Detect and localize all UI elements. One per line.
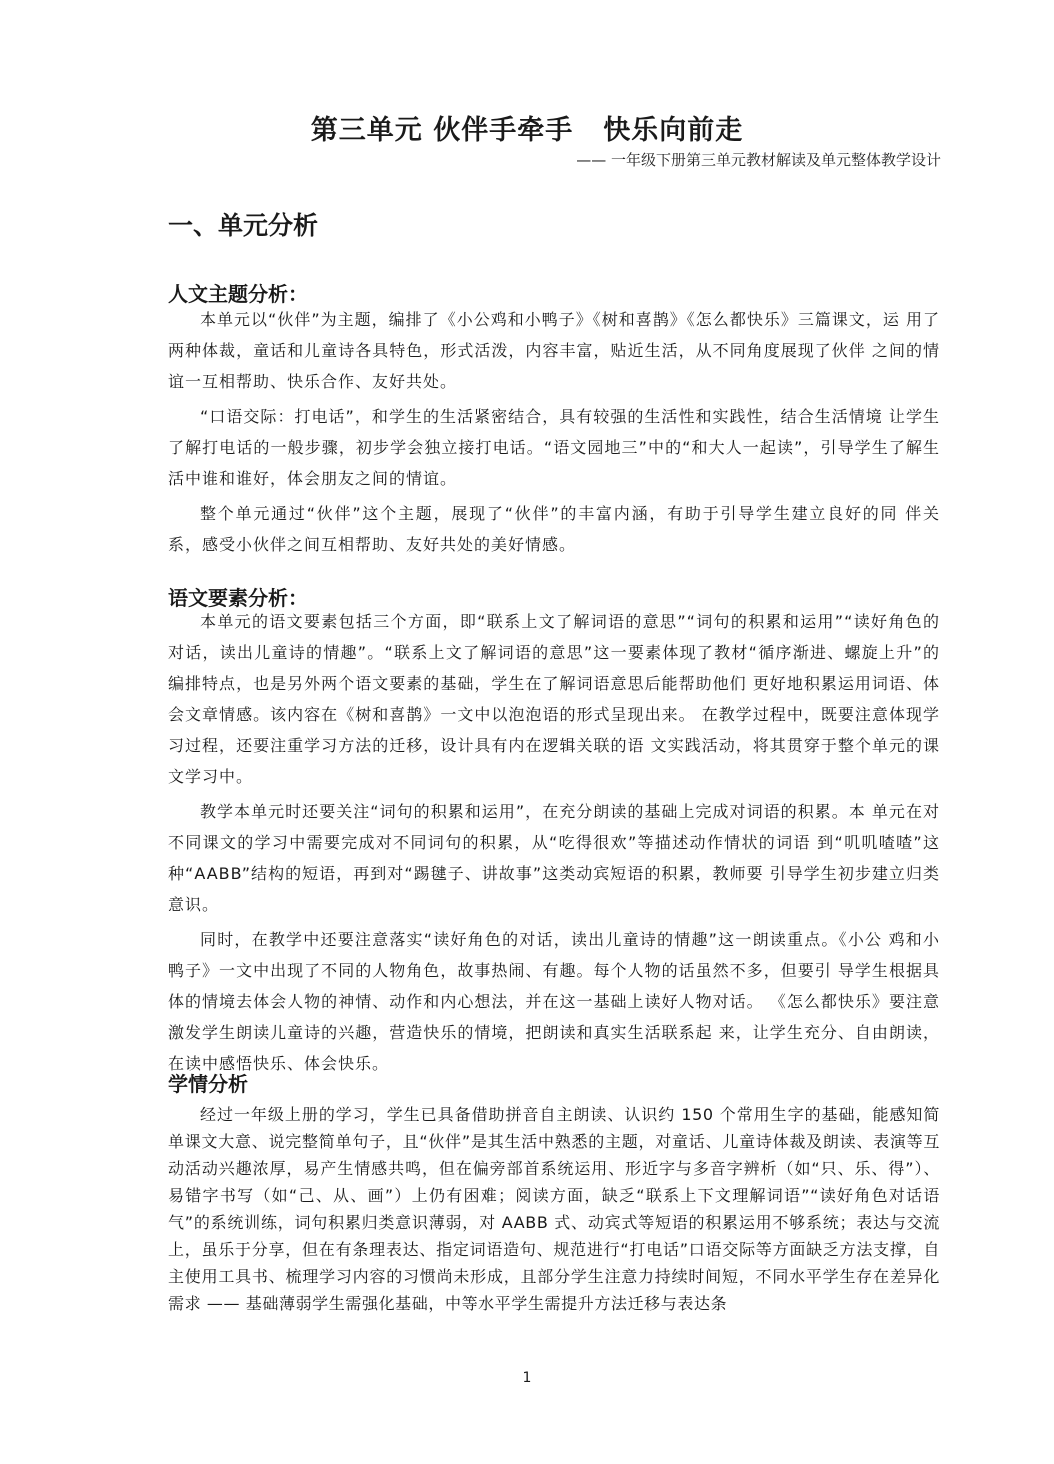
unit-title xyxy=(0,108,1054,147)
paragraph: “口语交际：打电话”，和学生的生活紧密结合，具有较强的生活性和实践性，结合生活情境 让学生了解打电话的一般步骤，初步学会独立接打电话。“语文园地三”中的“和大人一起读”，引导学生了解生活中谁和谁好，体会朋友之间的情谊。 xyxy=(168,407,940,488)
paragraph: 经过一年级上册的学习，学生已具备借助拼音自主朗读、认识约 150 个常用生字的基础，能感知简单课文大意、说完整简单句子，且“伙伴”是其生活中熟悉的主题，对童话、儿童诗体裁及朗读、表演等互动活动兴趣浓厚，易产生情感共鸣，但在偏旁部首系统运用、形近字与多音字辨析（如“只、乐、得”）、易错字书写（如“己、从、画”）上仍有困难；阅读方面，缺乏“联系上下文理解词语”“读好角色对话语气”的系统训练，词句积累归类意识薄弱，对 AABB 式、动宾式等短语的积累运用不够系统；表达与交流上，虽乐于分享，但在有条理表达、指定词语造句、规范进行“打电话”口语交际等方面缺乏方法支撑，自主使用工具书、梳理学习内容的习惯尚未形成，且部分学生注意力持续时间短，不同水平学生存在差异化需求 —— 基础薄弱学生需强化基础，中等水平学生需提升方法迁移与表达条 xyxy=(168,1105,940,1313)
unit-title-tail: 快乐向前走 xyxy=(603,115,744,146)
chinese-elements-body xyxy=(168,606,940,1083)
paragraph: 同时，在教学中还要注意落实“读好角色的对话，读出儿童诗的情趣”这一朗读重点。《小公 鸡和小鸭子》一文中出现了不同的人物角色，故事热闹、有趣。每个人物的话虽然不多，但要引 导学生根据具体的情境去体会人物的神情、动作和内心想法，并在这一基础上读好人物对话。 《怎么都快乐》要注意激发学生朗读儿童诗的兴趣，营造快乐的情境，把朗读和真实生活联系起 来，让学生充分、自由朗读，在读中感悟快乐、体会快乐。 xyxy=(168,930,940,1073)
section-heading-unit-analysis: 一、单元分析 xyxy=(168,211,319,240)
paragraph: 整个单元通过“伙伴”这个主题，展现了“伙伴”的丰富内涵，有助于引导学生建立良好的同 伴关系，感受小伙伴之间互相帮助、友好共处的美好情感。 xyxy=(168,504,940,554)
subheading-learner-analysis: 学情分析 xyxy=(168,1072,248,1096)
unit-subtitle: —— 一年级下册第三单元教材解读及单元整体教学设计 xyxy=(576,151,941,169)
paragraph: 教学本单元时还要关注“词句的积累和运用”，在充分朗读的基础上完成对词语的积累。本 单元在对不同课文的学习中需要完成对不同词句的积累，从“吃得很欢”等描述动作情状的词语 到“叽叽喳喳”这种“AABB”结构的短语，再到对“踢毽子、讲故事”这类动宾短语的积累，教师要 引导学生初步建立归类意识。 xyxy=(168,802,940,914)
humanity-theme-body xyxy=(168,304,940,564)
unit-title-main: 第三单元 伙伴手牵手 xyxy=(310,115,574,146)
page-number: 1 xyxy=(522,1370,532,1386)
paragraph: 本单元的语文要素包括三个方面，即“联系上文了解词语的意思”“词句的积累和运用”“读好角色的对话，读出儿童诗的情趣”。“联系上文了解词语的意思”这一要素体现了教材“循序渐进、螺旋上升”的编排特点，也是另外两个语文要素的基础，学生在了解词语意思后能帮助他们 更好地积累运用词语、体会文章情感。该内容在《树和喜鹊》一文中以泡泡语的形式呈现出来。 在教学过程中，既要注意体现学习过程，还要注重学习方法的迁移，设计具有内在逻辑关联的语 文实践活动，将其贯穿于整个单元的课文学习中。 xyxy=(168,612,940,786)
subheading-humanity-theme: 人文主题分析： xyxy=(168,282,308,306)
subheading-chinese-elements: 语文要素分析： xyxy=(168,586,308,610)
learner-analysis-body xyxy=(168,1101,940,1321)
paragraph: 本单元以“伙伴”为主题，编排了《小公鸡和小鸭子》《树和喜鹊》《怎么都快乐》三篇课文，运 用了两种体裁，童话和儿童诗各具特色，形式活泼，内容丰富，贴近生活，从不同角度展现了伙伴 之间的情谊一互相帮助、快乐合作、友好共处。 xyxy=(168,310,940,391)
